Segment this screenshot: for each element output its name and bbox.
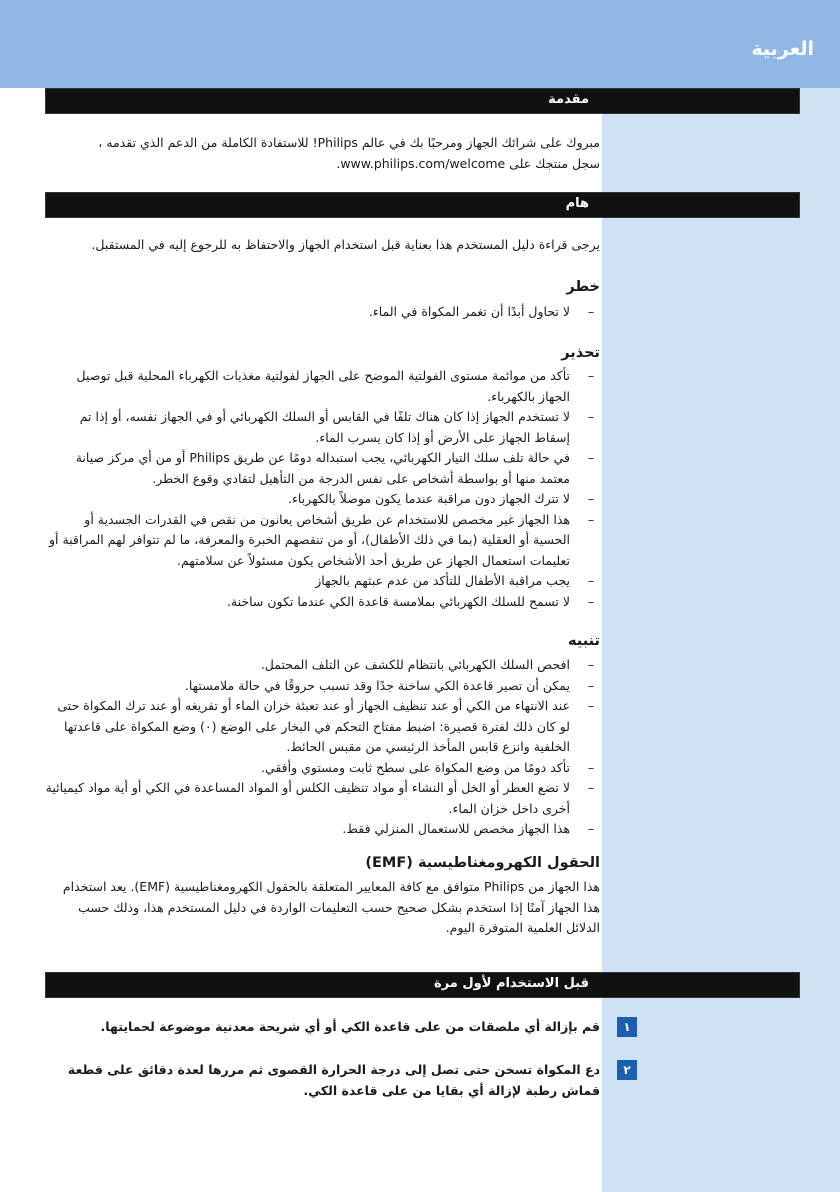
list-item-text: عند الانتهاء من الكي أو عند تنظيف الجهاز أو عند تعبئة خزان الماء أو تفريغه أو عند ترك المكواة حتى لو كان ذلك لفترة قصيرة: اضبط مفتاح التحكم في البخار على الوضع (٠) وضع المكواة على قاعدتها الخلفية وانزع قابس المأخذ الرئيسي من مقبس الحائط. (57, 698, 570, 754)
intro-line: مبروك على شرائك الجهاز ومرحبًا بك في عالم Philips! للاستفادة الكاملة من الدعم الذي تقدمه ، (98, 135, 600, 150)
list-item (45, 510, 600, 572)
list-item-text: يجب مراقبة الأطفال للتأكد من عدم عبثهم بالجهاز (315, 573, 570, 588)
dash-bullet: – (587, 657, 595, 672)
dash-bullet: – (587, 368, 595, 383)
step-number-badge: ٢ (617, 1060, 637, 1080)
dash-bullet: – (587, 491, 595, 506)
step-text: دع المكواة تسخن حتى تصل إلى درجة الحرارة القصوى ثم مررها لعدة دقائق على قطعة قماش رطبة لإزالة أي بقايا من على قاعدة الكي. (67, 1062, 600, 1098)
dash-bullet: – (587, 821, 595, 836)
warning-list (45, 366, 600, 612)
list-item-text: هذا الجهاز مخصص للاستعمال المنزلي فقط. (342, 821, 570, 836)
list-item (45, 571, 600, 592)
dash-bullet: – (587, 698, 595, 713)
emf-heading: الحقول الكهرومغناطيسية (EMF) (365, 855, 600, 871)
list-item-text: افحص السلك الكهربائي بانتظام للكشف عن التلف المحتمل. (260, 657, 570, 672)
dash-bullet: – (587, 780, 595, 795)
list-item-text: لا تضع العطر أو الخل أو النشاء أو مواد تنظيف الكلس أو المواد المساعدة في الكي أو أية مواد كيميائية أخرى داخل خزان الماء. (45, 780, 570, 816)
step-number-badge: ١ (617, 1017, 637, 1037)
list-item (45, 302, 600, 323)
dash-bullet: – (587, 450, 595, 465)
section-title-intro: مقدمة (548, 92, 589, 107)
section-title-before-first-use: قبل الاستخدام لأول مرة (434, 976, 589, 991)
section-bar-important (45, 192, 800, 218)
list-item-text: يمكن أن تصير قاعدة الكي ساخنة جدًا وقد تسبب حروقًا في حالة ملامستها. (184, 677, 570, 693)
list-item (45, 778, 600, 819)
section-bar-before-first-use (45, 972, 800, 998)
warning-heading: تحذير (561, 345, 600, 361)
step-item (45, 1017, 631, 1038)
list-item (45, 676, 600, 697)
dash-bullet: – (587, 759, 595, 775)
important-paragraph: يرجى قراءة دليل المستخدم هذا بعناية قبل استخدام الجهاز والاحتفاظ به للرجوع إليه في المستقبل. (91, 237, 600, 252)
list-item (45, 655, 600, 676)
intro-paragraph (45, 133, 600, 174)
list-item (45, 758, 600, 779)
dash-bullet: – (587, 511, 595, 527)
language-label: العربية (751, 38, 814, 60)
list-item (45, 448, 600, 489)
caution-heading: تنبيه (568, 633, 600, 649)
dash-bullet: – (587, 573, 595, 588)
list-item-text: لا تحاول أبدًا أن تغمر المكواة في الماء. (368, 304, 570, 319)
step-text: قم بإزالة أي ملصقات من على قاعدة الكي أو أي شريحة معدنية موضوعة لحمايتها. (100, 1019, 600, 1034)
list-item-text: هذا الجهاز غير مخصص للاستخدام عن طريق أشخاص يعانون من نقص في القدرات الجسدية أو الحسية أو العقلية (بما في ذلك الأطفال)، أو من تنقصهم الخبرة والمعرفة، ما لم تتوافر لهم المراقبة أو تعليمات استعمال الجهاز عن طريق أحد الأشخاص يكون مسئولاً عن سلامتهم. (48, 511, 570, 568)
list-item-text: لا تسمح للسلك الكهربائي بملامسة قاعدة الكي عندما تكون ساخنة. (226, 593, 570, 609)
list-item (45, 407, 600, 448)
side-margin-band (602, 88, 840, 1192)
list-item-text: لا تستخدم الجهاز إذا كان هناك تلفًا في القابس أو السلك الكهربائي أو في الجهاز نفسه، أو إذا تم إسقاط الجهاز على الأرض أو إذا كان يسرب الماء. (79, 409, 570, 445)
list-item-text: لا تترك الجهاز دون مراقبة عندما يكون موصلاً بالكهرباء. (288, 491, 570, 506)
list-item-text: تأكد دومًا من وضع المكواة على سطح ثابت ومستوي وأفقي. (260, 759, 570, 775)
section-bar-intro (45, 88, 800, 114)
list-item (45, 489, 600, 510)
emf-paragraph: هذا الجهاز من Philips متوافق مع كافة المعايير المتعلقة بالحقول الكهرومغناطيسية (EMF). يعد استخدام هذا الجهاز آمنًا إذا استخدم بشكل صحيح حسب التعليمات الواردة في دليل المستخدم هذا، وذلك حسب الدلائل العلمية المتوفرة اليوم. (62, 879, 600, 935)
dash-bullet: – (587, 409, 595, 424)
list-item (45, 366, 600, 407)
dash-bullet: – (587, 304, 595, 319)
danger-heading: خطر (566, 279, 600, 295)
list-item-text: في حالة تلف سلك التيار الكهربائي، يجب استبداله دومًا عن طريق Philips أو من أي مركز صيانة معتمد منها أو بواسطة أشخاص على نفس الدرجة من التأهيل لتفادي وقوع الخطر. (75, 450, 570, 486)
intro-line: سجل منتجك على www.philips.com/welcome. (336, 155, 600, 171)
list-item (45, 592, 600, 613)
step-item (45, 1060, 631, 1101)
dash-bullet: – (587, 593, 595, 609)
dash-bullet: – (587, 677, 595, 693)
list-item (45, 819, 600, 840)
section-title-important: هام (565, 196, 589, 211)
list-item (45, 696, 600, 758)
top-banner (0, 0, 840, 88)
list-item-text: تأكد من موائمة مستوى الفولتية الموضح على الجهاز لفولتية مغذيات الكهرباء المحلية قبل توصيل الجهاز بالكهرباء. (76, 368, 570, 404)
danger-list (45, 302, 600, 323)
caution-list (45, 655, 600, 840)
